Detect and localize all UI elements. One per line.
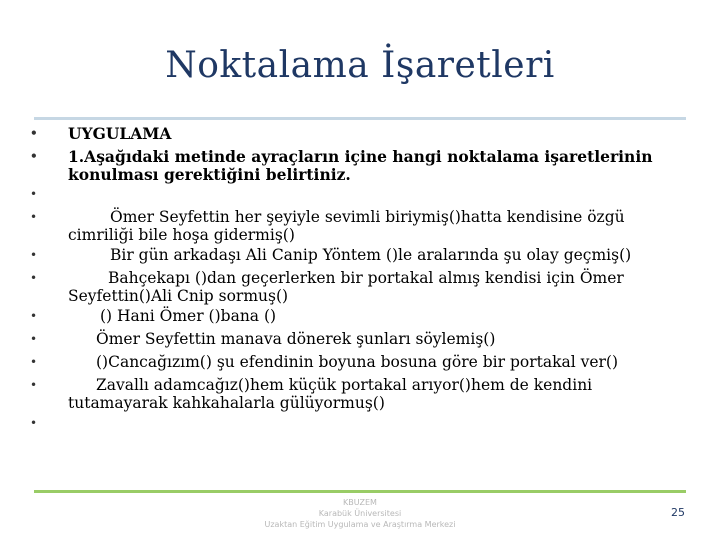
bullet-icon: • xyxy=(30,332,38,346)
list-item xyxy=(30,270,670,305)
footer-institution xyxy=(230,497,490,530)
bullet-icon: • xyxy=(30,149,38,163)
list-item xyxy=(30,125,670,145)
list-item-text: Ömer Seyfettin manava dönerek şunları söylemiş() xyxy=(96,330,496,348)
list-item-text: Bir gün arkadaşı Ali Canip Yöntem ()le aralarında şu olay geçmiş() xyxy=(110,246,632,264)
list-item-text: UYGULAMA xyxy=(68,124,172,143)
bullet-icon: • xyxy=(30,416,38,430)
list-item xyxy=(30,186,670,206)
bullet-icon: • xyxy=(30,309,38,323)
list-item xyxy=(30,377,670,412)
list-item-text: ()Cancağızım() şu efendinin boyuna bosuna göre bir portakal ver() xyxy=(96,353,619,371)
list-item-text: () Hani Ömer ()bana () xyxy=(100,307,277,325)
bullet-icon: • xyxy=(30,187,38,201)
bullet-icon: • xyxy=(30,210,38,224)
footer-line-university: Karabük Üniversitesi xyxy=(318,509,402,518)
list-item-text: Bahçekapı ()dan geçerlerken bir portakal almış kendisi için Ömer Seyfettin()Ali Cnip sormuş() xyxy=(68,269,624,305)
list-item-text: Zavallı adamcağız()hem küçük portakal arıyor()hem de kendini tutamayarak kahkahalarla gülüyormuş() xyxy=(68,376,593,412)
bullet-icon: • xyxy=(30,355,38,369)
footer-line-kbuzem: KBUZEM xyxy=(343,498,377,507)
bullet-icon: • xyxy=(30,378,38,392)
bullet-icon: • xyxy=(30,248,38,262)
list-item-text: Ömer Seyfettin her şeyiyle sevimli biriymiş()hatta kendisine özgü cimriliği bile hoşa gidermiş() xyxy=(68,208,625,244)
list-item xyxy=(30,415,670,435)
page-number: 25 xyxy=(671,506,685,519)
list-item xyxy=(30,354,670,374)
footer-line-center: Uzaktan Eğitim Uygulama ve Araştırma Merkezi xyxy=(264,520,456,529)
list-item-text: 1.Aşağıdaki metinde ayraçların içine hangi noktalama işaretlerinin konulması gerektiğini belirtiniz. xyxy=(68,147,653,184)
footer-divider xyxy=(34,490,686,493)
list-item xyxy=(30,308,670,328)
bullet-icon: • xyxy=(30,271,38,285)
slide-title: Noktalama İşaretleri xyxy=(165,45,555,86)
list-item xyxy=(30,331,670,351)
bullet-list xyxy=(30,125,670,438)
list-item xyxy=(30,247,670,267)
list-item xyxy=(30,148,670,183)
list-item xyxy=(30,209,670,244)
bullet-icon: • xyxy=(30,126,38,140)
title-divider xyxy=(34,117,686,120)
